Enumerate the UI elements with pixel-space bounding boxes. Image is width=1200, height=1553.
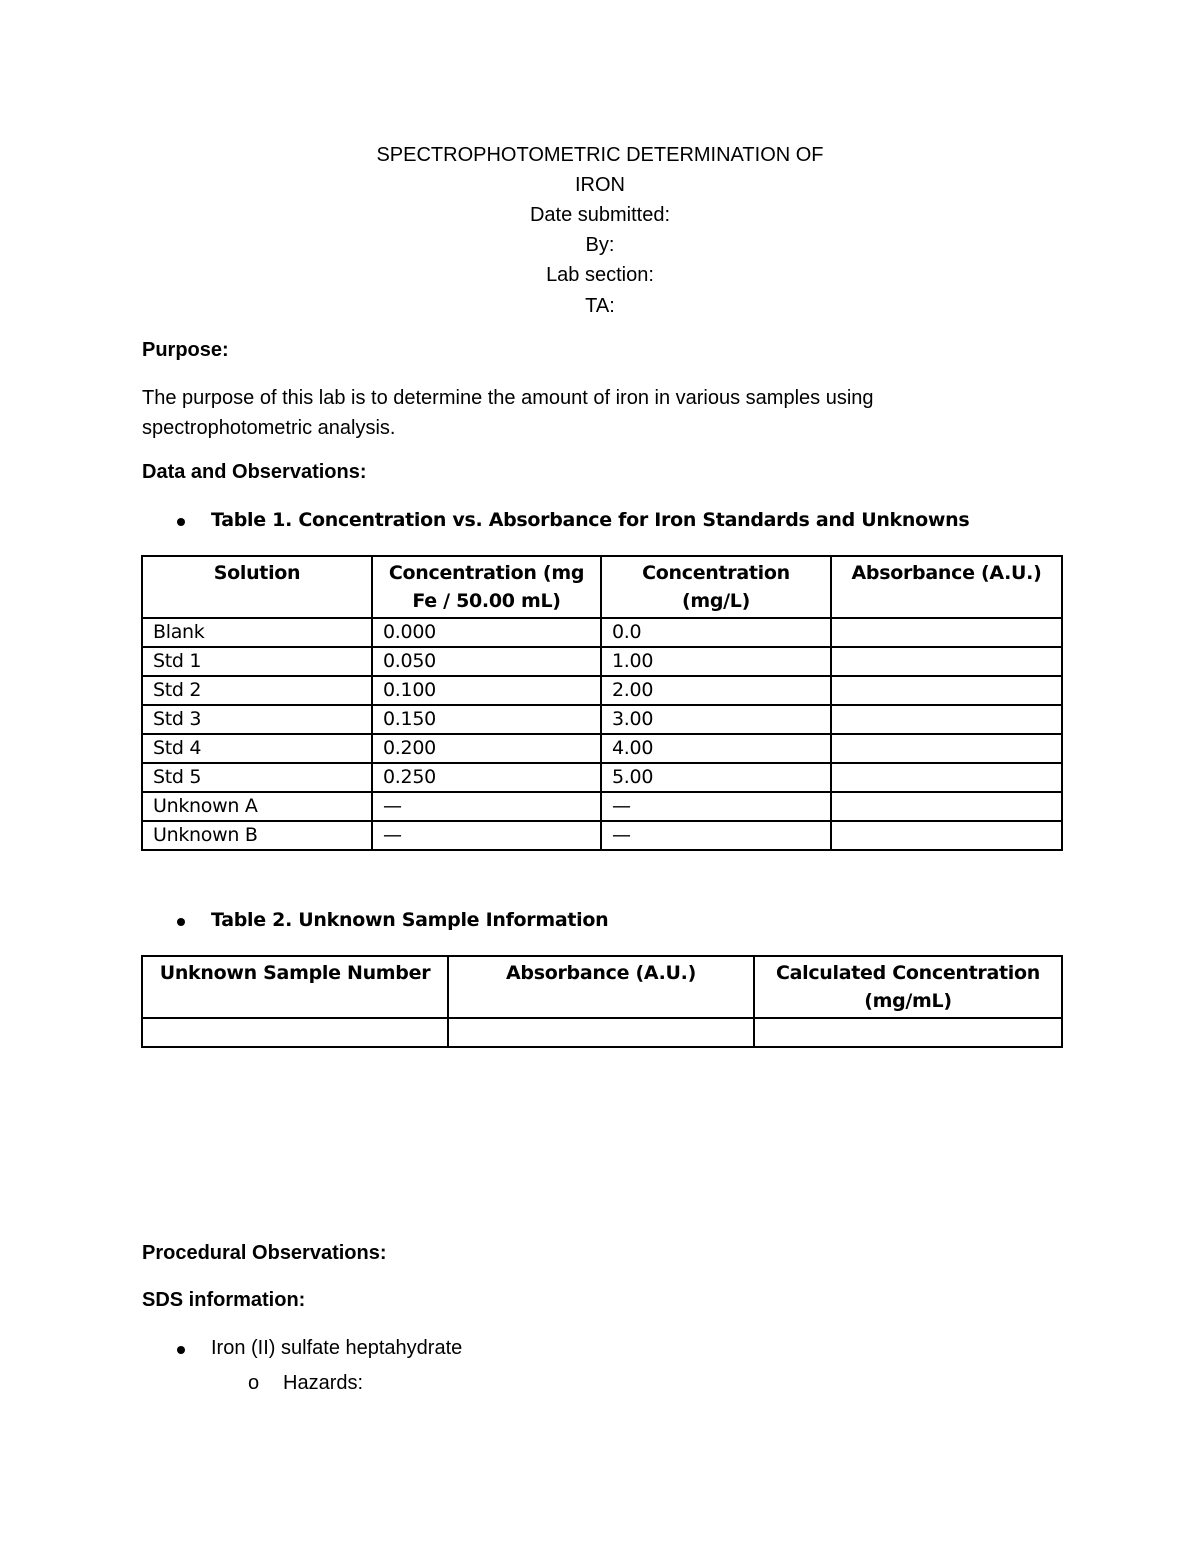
ta-label: TA:: [585, 295, 615, 317]
table-cell: Unknown B: [142, 821, 372, 850]
table-cell: 0.000: [372, 618, 601, 647]
table1-caption-text: Concentration vs. Absorbance for Iron Standards and Unknowns: [298, 509, 970, 531]
table-cell: 4.00: [601, 734, 831, 763]
table-row: [142, 792, 1062, 821]
table1-caption-prefix: Table 1.: [211, 509, 292, 531]
purpose-heading: Purpose:: [142, 339, 229, 361]
table-cell: 5.00: [601, 763, 831, 792]
procedural-observations-heading: Procedural Observations:: [142, 1242, 387, 1264]
data-observations-heading: Data and Observations:: [142, 461, 367, 483]
table-cell: 2.00: [601, 676, 831, 705]
table-cell: 0.050: [372, 647, 601, 676]
table-cell: —: [601, 792, 831, 821]
table2-header-row: [142, 956, 1062, 1018]
table2-header-cell: Unknown Sample Number: [142, 956, 448, 1018]
lab-section-label: Lab section:: [546, 264, 654, 286]
table-cell: Blank: [142, 618, 372, 647]
table-cell: 0.250: [372, 763, 601, 792]
table-cell: Unknown A: [142, 792, 372, 821]
bullet-icon: [177, 1346, 185, 1354]
bullet-icon: [177, 918, 185, 926]
table-row: [142, 676, 1062, 705]
table1: [141, 555, 1063, 851]
table-cell: Std 5: [142, 763, 372, 792]
table2: [141, 955, 1063, 1048]
table-row: [142, 705, 1062, 734]
table-cell: Std 2: [142, 676, 372, 705]
date-submitted-label: Date submitted:: [529, 204, 671, 226]
purpose-text: The purpose of this lab is to determine the amount of iron in various samples using spectrophotometric analysis.: [142, 387, 874, 439]
table-cell[interactable]: [142, 1018, 448, 1047]
table-cell[interactable]: [831, 647, 1062, 676]
sds-sub-item-hazards: Hazards:: [283, 1372, 364, 1394]
table-row: [142, 821, 1062, 850]
table-cell[interactable]: [831, 792, 1062, 821]
table-cell[interactable]: [754, 1018, 1062, 1047]
table-cell: Std 4: [142, 734, 372, 763]
table2-header-cell: Absorbance (A.U.): [448, 956, 754, 1018]
table-cell[interactable]: [448, 1018, 754, 1047]
table-row: [142, 618, 1062, 647]
table-cell: 0.200: [372, 734, 601, 763]
table-cell: Std 3: [142, 705, 372, 734]
table-cell[interactable]: [831, 705, 1062, 734]
table-cell[interactable]: [831, 763, 1062, 792]
table-cell: 0.150: [372, 705, 601, 734]
table-cell[interactable]: [831, 618, 1062, 647]
table-cell: —: [601, 821, 831, 850]
table-row: [142, 647, 1062, 676]
bullet-icon: [177, 518, 185, 526]
document-title-line1: SPECTROPHOTOMETRIC DETERMINATION OF: [376, 144, 824, 166]
table-cell: 0.0: [601, 618, 831, 647]
sds-heading: SDS information:: [142, 1289, 306, 1311]
table-cell: 3.00: [601, 705, 831, 734]
table-cell: 0.100: [372, 676, 601, 705]
table-cell: 1.00: [601, 647, 831, 676]
document-title-line2: IRON: [575, 174, 625, 196]
table-cell[interactable]: [831, 734, 1062, 763]
table-cell: —: [372, 821, 601, 850]
table-row: [142, 1018, 1062, 1047]
table1-header-cell: Solution: [142, 556, 372, 618]
table1-caption: [211, 509, 969, 531]
table2-header-cell: Calculated Concentration (mg/mL): [754, 956, 1062, 1018]
table2-caption: Table 2. Unknown Sample Information: [211, 909, 609, 931]
table-cell: Std 1: [142, 647, 372, 676]
table-cell: —: [372, 792, 601, 821]
table-row: [142, 734, 1062, 763]
table1-header-row: [142, 556, 1062, 618]
sub-bullet-icon: o: [248, 1372, 260, 1394]
table-cell[interactable]: [831, 821, 1062, 850]
table1-header-cell: Concentration (mg/L): [601, 556, 831, 618]
by-label: By:: [585, 234, 615, 256]
table1-header-cell: Concentration (mg Fe / 50.00 mL): [372, 556, 601, 618]
table1-header-cell: Absorbance (A.U.): [831, 556, 1062, 618]
sds-item: Iron (II) sulfate heptahydrate: [211, 1337, 463, 1359]
table-row: [142, 763, 1062, 792]
table-cell[interactable]: [831, 676, 1062, 705]
